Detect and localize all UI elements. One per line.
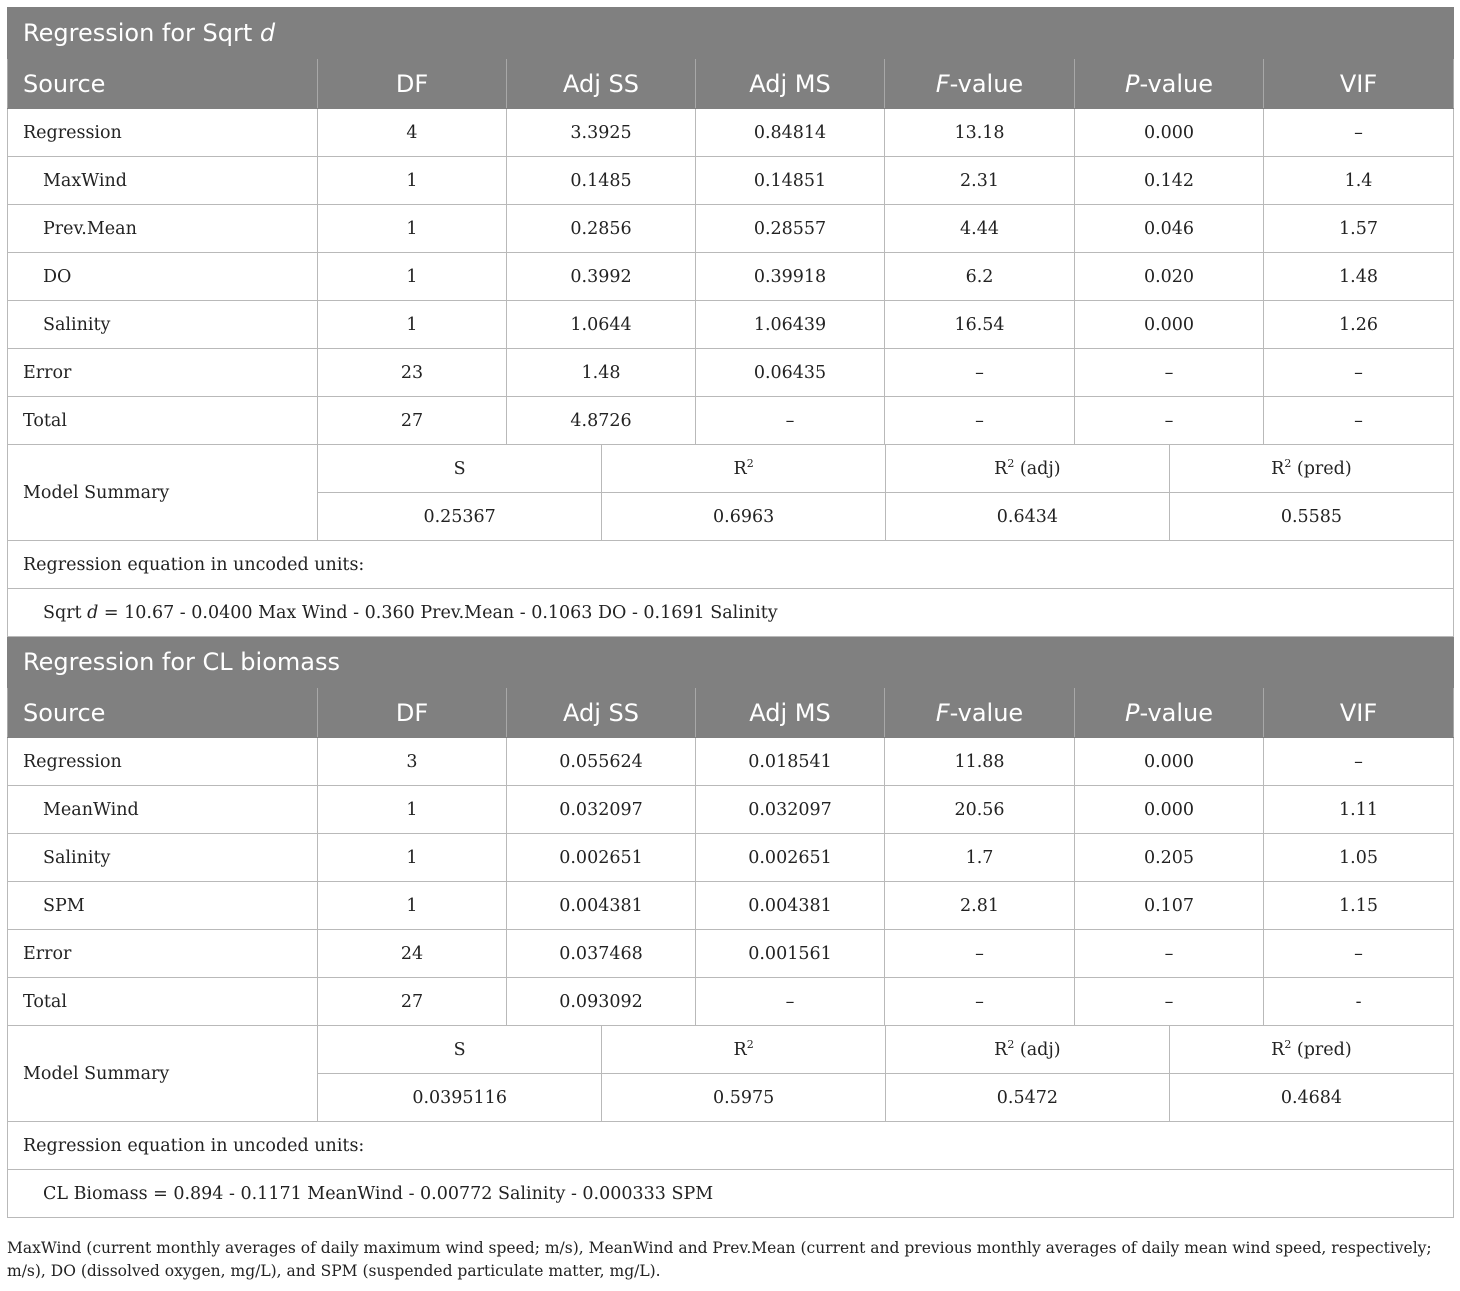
r2-letter: R [994,1039,1008,1060]
cell-f-value: 2.81 [885,882,1075,930]
table1-header-row [8,59,1454,109]
cell-p-value: 0.000 [1075,301,1264,349]
table-row [8,738,1454,786]
summary-r2adj-label [886,445,1170,493]
table2-model-summary-row [8,1026,1454,1122]
cell-df: 3 [318,738,507,786]
equation-label: Regression equation in uncoded units: [8,1122,1454,1170]
cell-p-value: 0.205 [1075,834,1264,882]
table2-equation-label-row [8,1122,1454,1170]
cell-adj-ss: 0.055624 [507,738,696,786]
r2-sup: 2 [746,1037,754,1051]
table-row [8,930,1454,978]
regression-equation: CL Biomass = 0.894 - 0.1171 MeanWind - 0.00772 Salinity - 0.000333 SPM [8,1170,1454,1218]
summary-r2-label [602,1026,886,1074]
header-source: Source [8,59,318,109]
cell-df: 27 [318,397,507,445]
cell-p-value: 0.107 [1075,882,1264,930]
cell-source: MeanWind [8,786,318,834]
summary-r2pred-label [1169,1026,1453,1074]
cell-df: 23 [318,349,507,397]
r2pred-suffix: (pred) [1291,458,1352,479]
summary-r2adj-label [886,1026,1170,1074]
cell-source: Regression [8,109,318,157]
cell-adj-ss: 0.2856 [507,205,696,253]
cell-adj-ms: 1.06439 [696,301,885,349]
cell-vif: – [1264,738,1454,786]
header-f-rest: -value [949,698,1024,727]
model-summary-header [318,1026,1453,1074]
header-adj-ss: Adj SS [507,59,696,109]
cell-df: 4 [318,109,507,157]
cell-source: Salinity [8,301,318,349]
header-f-italic: F [935,698,950,727]
cell-f-value: 11.88 [885,738,1075,786]
table-row [8,205,1454,253]
r2adj-suffix: (adj) [1014,1039,1061,1060]
header-df: DF [318,688,507,738]
table2-title-row [8,637,1454,688]
cell-f-value: 13.18 [885,109,1075,157]
cell-vif: 1.11 [1264,786,1454,834]
table2-equation-row [8,1170,1454,1218]
cell-adj-ss: 1.48 [507,349,696,397]
cell-adj-ss: 0.002651 [507,834,696,882]
header-f-value [885,688,1075,738]
cell-f-value: 2.31 [885,157,1075,205]
header-vif: VIF [1264,688,1454,738]
cell-adj-ss: 0.037468 [507,930,696,978]
header-adj-ms: Adj MS [696,59,885,109]
cell-p-value: – [1075,978,1264,1026]
summary-r2adj-value: 0.6434 [886,493,1170,541]
table1-equation-label-row [8,541,1454,589]
cell-adj-ms: 0.002651 [696,834,885,882]
cell-adj-ms: 0.032097 [696,786,885,834]
cell-f-value: – [885,978,1075,1026]
cell-df: 1 [318,834,507,882]
cell-vif: - [1264,978,1454,1026]
cell-source: Salinity [8,834,318,882]
summary-r2pred-label [1169,445,1453,493]
cell-p-value: – [1075,930,1264,978]
model-summary-cell [318,445,1454,541]
table1-title-text: Regression for Sqrt [23,19,260,47]
summary-r2-label [602,445,886,493]
cell-source: Error [8,349,318,397]
model-summary-label: Model Summary [8,1026,318,1122]
summary-s-value: 0.25367 [423,506,496,527]
summary-s-value: 0.0395116 [412,1087,507,1108]
cell-adj-ms: – [696,397,885,445]
cell-df: 1 [318,882,507,930]
header-p-value [1075,59,1264,109]
cell-p-value: 0.000 [1075,786,1264,834]
cell-adj-ss: 0.3992 [507,253,696,301]
cell-p-value: – [1075,349,1264,397]
cell-adj-ss: 0.1485 [507,157,696,205]
cell-source: DO [8,253,318,301]
cell-f-value: 1.7 [885,834,1075,882]
regression-table [7,7,1454,1218]
header-df: DF [318,59,507,109]
table-row [8,349,1454,397]
cell-df: 1 [318,301,507,349]
cell-p-value: 0.000 [1075,109,1264,157]
table-row [8,978,1454,1026]
table1-title-italic: d [259,19,276,47]
cell-adj-ms: 0.018541 [696,738,885,786]
header-p-rest: -value [1139,69,1214,98]
summary-r2-value: 0.6963 [602,493,886,541]
equation-label: Regression equation in uncoded units: [8,541,1454,589]
r2-sup: 2 [1007,456,1015,470]
r2-sup: 2 [1284,1037,1292,1051]
cell-adj-ss: 1.0644 [507,301,696,349]
table1-title [8,8,1454,59]
r2pred-suffix: (pred) [1291,1039,1352,1060]
cell-adj-ms: 0.14851 [696,157,885,205]
r2-sup: 2 [1284,456,1292,470]
header-adj-ss: Adj SS [507,688,696,738]
header-f-italic: F [935,69,950,98]
cell-df: 1 [318,786,507,834]
summary-r2-value: 0.5975 [602,1074,886,1122]
cell-adj-ss: 0.093092 [507,978,696,1026]
model-summary-header [318,445,1453,493]
cell-vif: – [1264,109,1454,157]
cell-vif: 1.15 [1264,882,1454,930]
summary-r2pred-value: 0.4684 [1169,1074,1453,1122]
model-summary-label: Model Summary [8,445,318,541]
header-vif: VIF [1264,59,1454,109]
header-f-value [885,59,1075,109]
cell-source: Total [8,978,318,1026]
cell-vif: – [1264,930,1454,978]
cell-f-value: – [885,397,1075,445]
cell-f-value: 16.54 [885,301,1075,349]
regression-tables [7,7,1453,1218]
cell-source: MaxWind [8,157,318,205]
model-summary-values [318,1074,1453,1122]
header-adj-ms: Adj MS [696,688,885,738]
r2-letter: R [1271,458,1285,479]
table-row [8,157,1454,205]
r2adj-suffix: (adj) [1014,458,1061,479]
cell-vif: – [1264,397,1454,445]
header-source: Source [8,688,318,738]
regression-equation [8,589,1454,637]
cell-adj-ms: 0.28557 [696,205,885,253]
r2-sup: 2 [746,456,754,470]
cell-adj-ss: 3.3925 [507,109,696,157]
table-row [8,397,1454,445]
cell-adj-ms: 0.001561 [696,930,885,978]
r2-letter: R [733,1039,747,1060]
table-row [8,834,1454,882]
cell-f-value: 6.2 [885,253,1075,301]
cell-df: 1 [318,253,507,301]
equation-prefix: Sqrt [43,602,88,623]
table2-title: Regression for CL biomass [8,637,1454,688]
equation-rest: = 10.67 - 0.0400 Max Wind - 0.360 Prev.Mean - 0.1063 DO - 0.1691 Salinity [98,602,778,623]
cell-p-value: – [1075,397,1264,445]
summary-s-label: S [318,1026,602,1074]
cell-f-value: 20.56 [885,786,1075,834]
header-p-rest: -value [1139,698,1214,727]
cell-p-value: 0.142 [1075,157,1264,205]
cell-source: Error [8,930,318,978]
summary-s-label: S [318,445,602,493]
table-row [8,109,1454,157]
cell-source: SPM [8,882,318,930]
r2-sup: 2 [1007,1037,1015,1051]
cell-p-value: 0.000 [1075,738,1264,786]
cell-source: Regression [8,738,318,786]
header-f-rest: -value [949,69,1024,98]
cell-df: 24 [318,930,507,978]
cell-vif: 1.48 [1264,253,1454,301]
r2-letter: R [994,458,1008,479]
model-summary-values [318,493,1453,541]
table-footnote: MaxWind (current monthly averages of daily maximum wind speed; m/s), MeanWind and Prev.Mean (current and previous monthly averages of daily mean wind speed, respectively; m/s), DO (dissolved oxygen, mg/L), and SPM (suspended particulate matter, mg/L). [7,1239,1432,1280]
cell-adj-ms: 0.004381 [696,882,885,930]
cell-df: 27 [318,978,507,1026]
r2-letter: R [1271,1039,1285,1060]
cell-f-value: – [885,349,1075,397]
table-row [8,301,1454,349]
cell-p-value: 0.046 [1075,205,1264,253]
cell-f-value: – [885,930,1075,978]
equation-italic: d [87,602,99,623]
cell-vif: 1.05 [1264,834,1454,882]
cell-vif: 1.57 [1264,205,1454,253]
cell-adj-ms: 0.84814 [696,109,885,157]
model-summary-cell [318,1026,1454,1122]
header-p-italic: P [1124,69,1140,98]
cell-adj-ss: 4.8726 [507,397,696,445]
header-p-value [1075,688,1264,738]
cell-vif: 1.26 [1264,301,1454,349]
cell-adj-ms: 0.06435 [696,349,885,397]
table-row [8,786,1454,834]
table1-equation-row [8,589,1454,637]
summary-r2pred-value: 0.5585 [1169,493,1453,541]
cell-source: Total [8,397,318,445]
cell-df: 1 [318,157,507,205]
cell-vif: – [1264,349,1454,397]
cell-adj-ms: 0.39918 [696,253,885,301]
cell-adj-ss: 0.032097 [507,786,696,834]
model-summary-table [318,445,1453,540]
table-row [8,253,1454,301]
summary-r2adj-value: 0.5472 [886,1074,1170,1122]
cell-vif: 1.4 [1264,157,1454,205]
cell-adj-ms: – [696,978,885,1026]
header-p-italic: P [1124,698,1140,727]
cell-source: Prev.Mean [8,205,318,253]
table2-header-row [8,688,1454,738]
cell-adj-ss: 0.004381 [507,882,696,930]
cell-f-value: 4.44 [885,205,1075,253]
model-summary-table [318,1026,1453,1121]
table1-model-summary-row [8,445,1454,541]
table-row [8,882,1454,930]
r2-letter: R [733,458,747,479]
cell-p-value: 0.020 [1075,253,1264,301]
cell-df: 1 [318,205,507,253]
table1-title-row [8,8,1454,59]
